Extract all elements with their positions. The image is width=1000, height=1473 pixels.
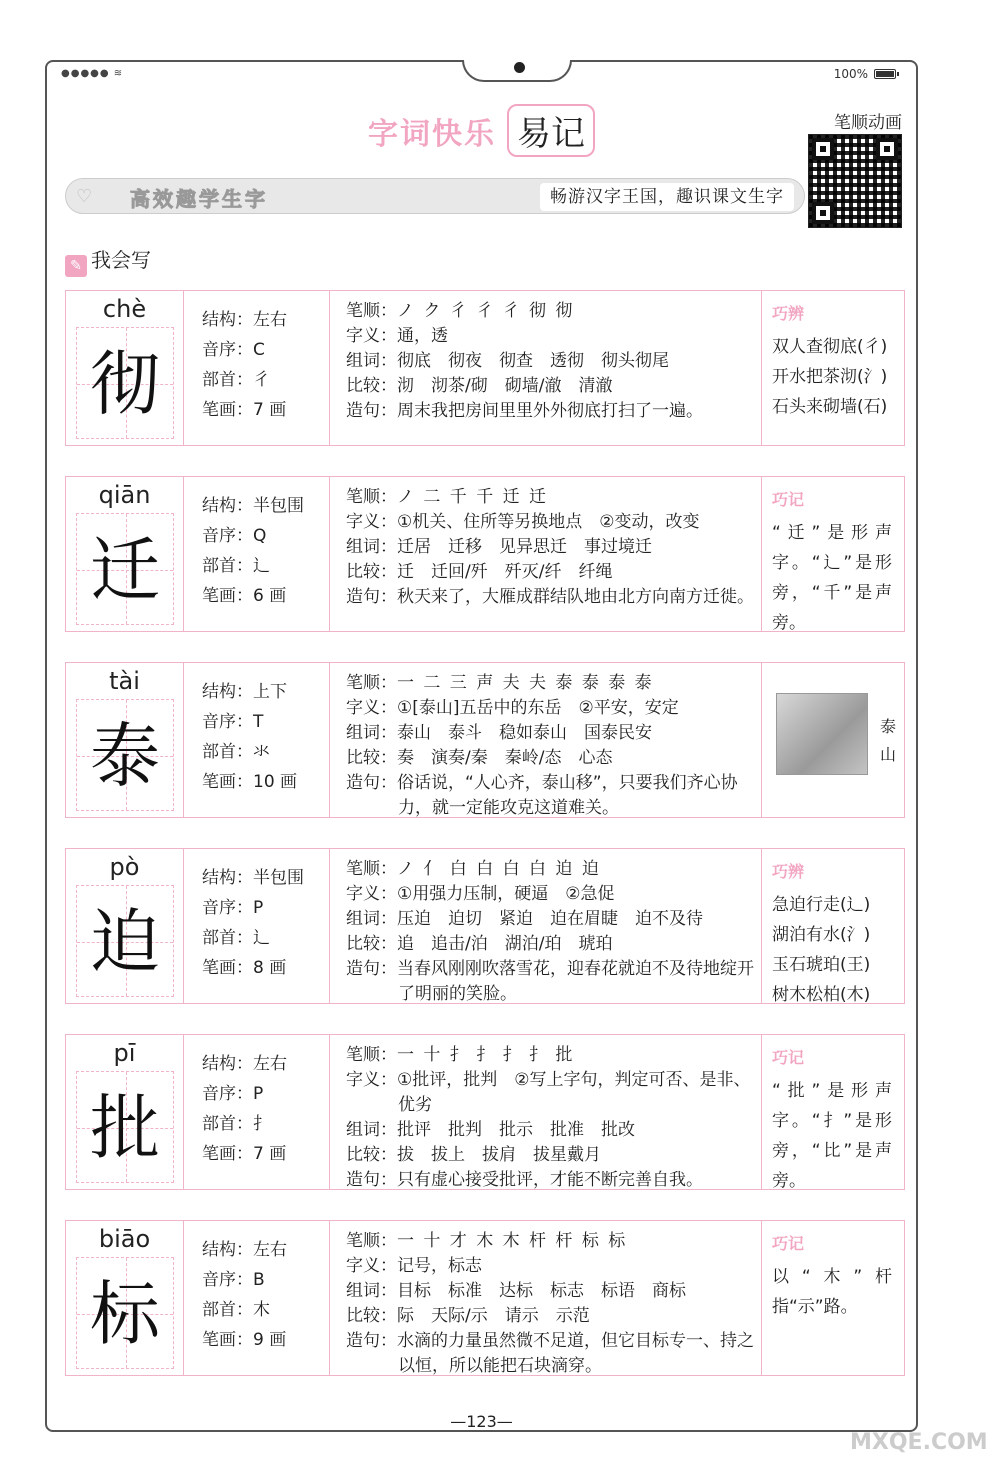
order-row <box>202 521 329 551</box>
radical-label: 部首： <box>202 1114 253 1134</box>
photo-caption: 泰山 <box>879 717 896 764</box>
tip-column <box>762 1035 906 1189</box>
stroke-order-value: ノ ク 彳 彳 彳 彻 彻 <box>397 301 575 321</box>
stroke-order-value: 一 十 才 木 木 杆 杆 标 标 <box>397 1231 628 1251</box>
meaning-value: ①批评，批判 ②写上字句，判定可否、是非、优劣 <box>397 1070 751 1115</box>
strokes-value: 8 画 <box>253 958 287 978</box>
meaning-value: ①[泰山]五岳中的东岳 ②平安，安定 <box>397 698 679 718</box>
words-value: 压迫 迫切 紧迫 迫在眉睫 迫不及待 <box>397 909 703 929</box>
detail-column <box>330 1221 762 1375</box>
words-label: 组词： <box>346 351 397 371</box>
stroke-order-row <box>346 857 761 882</box>
order-value: P <box>253 898 264 918</box>
structure-label: 结构： <box>202 868 253 888</box>
stroke-order-value: 一 二 三 声 夫 夫 泰 泰 泰 泰 <box>397 673 654 693</box>
signal-icon: ●●●●● ≋ <box>61 68 124 79</box>
words-value: 目标 标准 达标 标志 标语 商标 <box>397 1281 686 1301</box>
char-column <box>66 849 184 1003</box>
tip-label: 巧记 <box>772 1234 805 1253</box>
order-value: C <box>253 340 265 360</box>
words-row <box>346 349 761 374</box>
strokes-row <box>202 1139 329 1169</box>
hanzi: 泰 <box>90 715 160 797</box>
meaning-row <box>346 882 761 907</box>
character-card <box>65 476 905 632</box>
compare-row <box>346 932 761 957</box>
stroke-order-label: 笔顺： <box>346 487 397 507</box>
meaning-value: ①机关、住所等另换地点 ②变动，改变 <box>397 512 700 532</box>
tip-label: 巧辨 <box>772 304 805 323</box>
order-label: 音序： <box>202 526 253 546</box>
words-value: 批评 批判 批示 批准 批改 <box>397 1120 635 1140</box>
tip-column <box>762 477 906 631</box>
meaning-label: 字义： <box>346 884 397 904</box>
page-number: —123— <box>450 1412 513 1431</box>
structure-row <box>202 305 329 335</box>
tip-label: 巧记 <box>772 1048 805 1067</box>
compare-label: 比较： <box>346 562 397 582</box>
tip-column <box>762 1221 906 1375</box>
words-label: 组词： <box>346 1120 397 1140</box>
compare-label: 比较： <box>346 1306 397 1326</box>
stroke-order-value: 一 十 扌 扌 扌 扌 批 <box>397 1045 575 1065</box>
order-row <box>202 707 329 737</box>
meaning-row <box>346 1068 761 1118</box>
radical-label: 部首： <box>202 556 253 576</box>
compare-value: 拔 拔上 拔肩 拔星戴月 <box>397 1145 601 1165</box>
strokes-label: 笔画： <box>202 400 253 420</box>
info-column <box>184 477 330 631</box>
pinyin: biāo <box>98 1225 151 1253</box>
tip-column <box>762 291 906 445</box>
radical-label: 部首： <box>202 742 253 762</box>
meaning-label: 字义： <box>346 326 397 346</box>
meaning-row <box>346 1254 761 1279</box>
sentence-value: 当春风刚刚吹落雪花，迎春花就迫不及待地绽开了明丽的笑脸。 <box>397 959 754 1004</box>
strokes-value: 7 画 <box>253 1144 287 1164</box>
title-right: 易记 <box>507 104 595 157</box>
stroke-order-label: 笔顺： <box>346 859 397 879</box>
stroke-order-row <box>346 671 761 696</box>
stroke-order-row <box>346 299 761 324</box>
radical-value: 辶 <box>253 556 270 576</box>
words-value: 迁居 迁移 见异思迁 事过境迁 <box>397 537 652 557</box>
radical-value: 氺 <box>253 742 270 762</box>
compare-label: 比较： <box>346 1145 397 1165</box>
strokes-row <box>202 767 329 797</box>
strokes-label: 笔画： <box>202 958 253 978</box>
detail-column <box>330 291 762 445</box>
structure-value: 左右 <box>253 1054 287 1074</box>
camera-icon <box>514 62 525 73</box>
pinyin: chè <box>102 295 147 323</box>
sentence-row <box>346 1168 761 1193</box>
compare-label: 比较： <box>346 376 397 396</box>
compare-value: 际 天际/示 请示 示范 <box>397 1306 590 1326</box>
structure-value: 半包围 <box>253 868 304 888</box>
structure-label: 结构： <box>202 310 253 330</box>
pinyin: pò <box>109 853 140 881</box>
sentence-label: 造句： <box>346 959 397 979</box>
tian-grid <box>76 513 174 625</box>
char-column <box>66 291 184 445</box>
title-left: 字词快乐 <box>367 116 496 152</box>
tip-column <box>762 849 906 1003</box>
banner-tagline: 畅游汉字王国，趣识课文生字 <box>540 183 794 211</box>
tip-label: 巧辨 <box>772 862 805 881</box>
structure-row <box>202 491 329 521</box>
tip-line: 双人查彻底(彳) <box>772 337 888 357</box>
character-card <box>65 290 905 446</box>
character-card <box>65 1220 905 1376</box>
battery-icon <box>874 69 896 79</box>
order-label: 音序： <box>202 898 253 918</box>
stroke-order-label: 笔顺： <box>346 673 397 693</box>
strokes-value: 6 画 <box>253 586 287 606</box>
strokes-label: 笔画： <box>202 1144 253 1164</box>
char-column <box>66 663 184 817</box>
sentence-row <box>346 957 761 1007</box>
battery-fill <box>876 71 894 77</box>
compare-row <box>346 1143 761 1168</box>
stroke-order-value: ノ 二 千 千 迁 迁 <box>397 487 549 507</box>
radical-label: 部首： <box>202 1300 253 1320</box>
battery-text: 100% <box>833 67 868 81</box>
sentence-row <box>346 399 761 424</box>
radical-row <box>202 551 329 581</box>
character-card <box>65 848 905 1004</box>
strokes-row <box>202 953 329 983</box>
meaning-value: 记号，标志 <box>397 1256 482 1276</box>
structure-value: 左右 <box>253 310 287 330</box>
compare-row <box>346 746 761 771</box>
stroke-order-label: 笔顺： <box>346 1231 397 1251</box>
strokes-label: 笔画： <box>202 772 253 792</box>
hanzi: 批 <box>90 1087 160 1169</box>
sentence-row <box>346 771 761 821</box>
meaning-label: 字义： <box>346 698 397 718</box>
tip-text: “迁”是形声字。“辶”是形旁，“千”是声旁。 <box>772 523 892 633</box>
order-label: 音序： <box>202 1084 253 1104</box>
qr-corner <box>812 202 834 224</box>
strokes-row <box>202 395 329 425</box>
info-column <box>184 1221 330 1375</box>
page-header <box>47 104 916 154</box>
sentence-label: 造句： <box>346 401 397 421</box>
radical-value: 扌 <box>253 1114 270 1134</box>
section-title <box>65 244 151 277</box>
stroke-order-label: 笔顺： <box>346 1045 397 1065</box>
order-row <box>202 893 329 923</box>
words-row <box>346 1279 761 1304</box>
order-row <box>202 335 329 365</box>
stroke-order-row <box>346 1043 761 1068</box>
structure-label: 结构： <box>202 682 253 702</box>
compare-label: 比较： <box>346 748 397 768</box>
stroke-order-label: 笔顺： <box>346 301 397 321</box>
structure-value: 上下 <box>253 682 287 702</box>
strokes-label: 笔画： <box>202 1330 253 1350</box>
hanzi: 迫 <box>90 901 160 983</box>
section-banner <box>65 178 805 214</box>
char-column <box>66 1221 184 1375</box>
character-card <box>65 1034 905 1190</box>
tian-grid <box>76 699 174 811</box>
order-value: Q <box>253 526 267 546</box>
detail-column <box>330 477 762 631</box>
words-row <box>346 1118 761 1143</box>
words-label: 组词： <box>346 1281 397 1301</box>
hanzi: 迁 <box>90 529 160 611</box>
words-row <box>346 535 761 560</box>
sentence-value: 秋天来了，大雁成群结队地由北方向南方迁徙。 <box>397 587 754 607</box>
tip-text: “批”是形声字。“扌”是形旁，“比”是声旁。 <box>772 1081 892 1191</box>
tian-grid <box>76 885 174 997</box>
compare-row <box>346 560 761 585</box>
taishan-photo <box>776 693 868 775</box>
order-value: B <box>253 1270 265 1290</box>
strokes-label: 笔画： <box>202 586 253 606</box>
strokes-row <box>202 581 329 611</box>
meaning-row <box>346 696 761 721</box>
radical-value: 彳 <box>253 370 270 390</box>
sentence-label: 造句： <box>346 587 397 607</box>
radical-value: 辶 <box>253 928 270 948</box>
info-column <box>184 663 330 817</box>
stroke-order-row <box>346 485 761 510</box>
order-label: 音序： <box>202 1270 253 1290</box>
tip-line: 开水把茶沏(氵) <box>772 367 888 387</box>
tip-column <box>762 663 906 817</box>
watermark: MXQE.COM <box>850 1430 988 1455</box>
order-value: T <box>253 712 264 732</box>
strokes-value: 9 画 <box>253 1330 287 1350</box>
pinyin: tài <box>109 667 140 695</box>
meaning-value: ①用强力压制，硬逼 ②急促 <box>397 884 615 904</box>
words-label: 组词： <box>346 909 397 929</box>
tian-grid <box>76 1257 174 1369</box>
sentence-label: 造句： <box>346 773 397 793</box>
qr-corner <box>876 138 898 160</box>
order-row <box>202 1265 329 1295</box>
compare-row <box>346 374 761 399</box>
meaning-row <box>346 510 761 535</box>
hanzi: 彻 <box>90 343 160 425</box>
section-title-text: 我会写 <box>91 248 151 272</box>
structure-label: 结构： <box>202 1240 253 1260</box>
banner-title: 高效趣学生字 <box>130 187 268 211</box>
structure-row <box>202 1235 329 1265</box>
words-row <box>346 907 761 932</box>
radical-row <box>202 365 329 395</box>
radical-value: 木 <box>253 1300 270 1320</box>
meaning-label: 字义： <box>346 1256 397 1276</box>
radical-label: 部首： <box>202 370 253 390</box>
strokes-value: 10 画 <box>253 772 298 792</box>
words-value: 彻底 彻夜 彻查 透彻 彻头彻尾 <box>397 351 669 371</box>
stroke-order-value: ノ 亻 白 白 白 白 迫 迫 <box>397 859 601 879</box>
heart-icon: ♡ <box>76 186 93 207</box>
structure-label: 结构： <box>202 496 253 516</box>
info-column <box>184 291 330 445</box>
tip-line: 石头来砌墙(石) <box>772 397 888 417</box>
compare-label: 比较： <box>346 934 397 954</box>
words-label: 组词： <box>346 537 397 557</box>
sentence-row <box>346 1329 761 1379</box>
meaning-row <box>346 324 761 349</box>
sentence-value: 俗话说，“人心齐，泰山移”，只要我们齐心协力，就一定能攻克这道难关。 <box>397 773 738 818</box>
page-frame <box>45 60 918 1432</box>
structure-row <box>202 1049 329 1079</box>
tablet-notch <box>462 60 572 82</box>
sentence-label: 造句： <box>346 1331 397 1351</box>
words-value: 泰山 泰斗 稳如泰山 国泰民安 <box>397 723 652 743</box>
sentence-value: 周末我把房间里里外外彻底打扫了一遍。 <box>397 401 703 421</box>
pinyin: qiān <box>98 481 151 509</box>
tip-text: 以“木”杆指“示”路。 <box>772 1267 892 1317</box>
info-column <box>184 849 330 1003</box>
order-label: 音序： <box>202 340 253 360</box>
pinyin: pī <box>113 1039 136 1067</box>
compare-value: 追 追击/泊 湖泊/珀 琥珀 <box>397 934 613 954</box>
pencil-icon: ✎ <box>65 255 87 277</box>
structure-value: 半包围 <box>253 496 304 516</box>
strokes-row <box>202 1325 329 1355</box>
structure-row <box>202 863 329 893</box>
radical-row <box>202 1295 329 1325</box>
sentence-value: 只有虚心接受批评，才能不断完善自我。 <box>397 1170 703 1190</box>
order-label: 音序： <box>202 712 253 732</box>
tip-line: 湖泊有水(氵) <box>772 925 871 945</box>
words-row <box>346 721 761 746</box>
character-cards <box>65 290 905 1406</box>
structure-row <box>202 677 329 707</box>
meaning-label: 字义： <box>346 1070 397 1090</box>
info-column <box>184 1035 330 1189</box>
radical-row <box>202 737 329 767</box>
qr-corner <box>812 138 834 160</box>
char-column <box>66 1035 184 1189</box>
compare-value: 奏 演奏/秦 秦岭/态 心态 <box>397 748 613 768</box>
tip-line: 玉石琥珀(王) <box>772 955 871 975</box>
words-label: 组词： <box>346 723 397 743</box>
sentence-label: 造句： <box>346 1170 397 1190</box>
sentence-value: 水滴的力量虽然微不足道，但它目标专一、持之以恒，所以能把石块滴穿。 <box>397 1331 754 1376</box>
stroke-order-row <box>346 1229 761 1254</box>
character-card <box>65 662 905 818</box>
detail-column <box>330 849 762 1003</box>
structure-label: 结构： <box>202 1054 253 1074</box>
compare-value: 迁 迁回/歼 歼灭/纤 纤绳 <box>397 562 613 582</box>
qr-code-icon[interactable] <box>808 134 902 228</box>
strokes-value: 7 画 <box>253 400 287 420</box>
compare-value: 沏 沏茶/砌 砌墙/澈 清澈 <box>397 376 613 396</box>
radical-row <box>202 1109 329 1139</box>
radical-label: 部首： <box>202 928 253 948</box>
tip-line: 急迫行走(辶) <box>772 895 871 915</box>
detail-column <box>330 663 762 817</box>
tip-line: 树木松柏(木) <box>772 985 871 1005</box>
meaning-value: 通，透 <box>397 326 448 346</box>
char-column <box>66 477 184 631</box>
order-row <box>202 1079 329 1109</box>
radical-row <box>202 923 329 953</box>
tian-grid <box>76 1071 174 1183</box>
compare-row <box>346 1304 761 1329</box>
detail-column <box>330 1035 762 1189</box>
structure-value: 左右 <box>253 1240 287 1260</box>
order-value: P <box>253 1084 264 1104</box>
meaning-label: 字义： <box>346 512 397 532</box>
tian-grid <box>76 327 174 439</box>
qr-label: 笔顺动画 <box>834 113 902 133</box>
hanzi: 标 <box>90 1273 160 1355</box>
tip-label: 巧记 <box>772 490 805 509</box>
sentence-row <box>346 585 761 610</box>
